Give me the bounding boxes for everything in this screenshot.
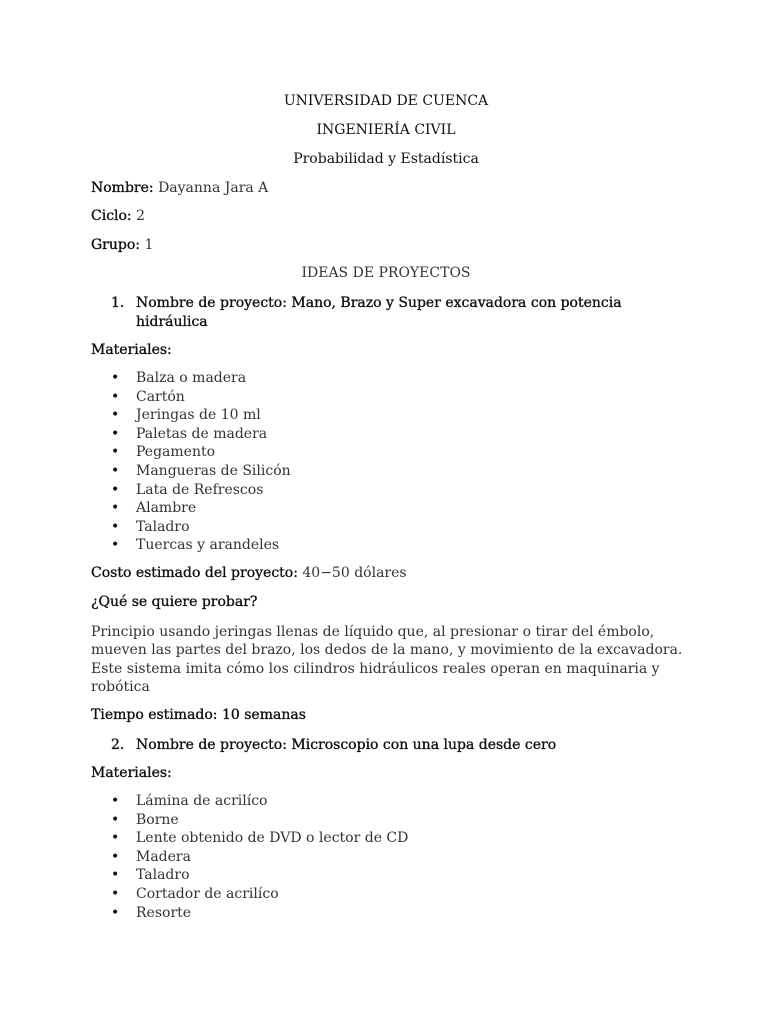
list-item: • Balza o madera xyxy=(91,369,291,388)
group-line xyxy=(91,237,153,253)
project1-time: Tiempo estimado: 10 semanas xyxy=(91,707,306,723)
faculty-title: INGENIERÍA CIVIL xyxy=(316,122,456,138)
project1-materials-label: Materiales: xyxy=(91,342,172,358)
project2-title: Nombre de proyecto: Microscopio con una lupa desde cero xyxy=(136,737,557,753)
list-item: • Cartón xyxy=(91,388,291,407)
description-line: Este sistema imita cómo los cilindros hidráulicos reales operan en maquinaria y xyxy=(91,660,660,677)
list-item: • Borne xyxy=(91,811,408,830)
project2-heading xyxy=(111,736,671,755)
cycle-label: Ciclo: xyxy=(91,208,132,224)
name-label: Nombre: xyxy=(91,180,154,196)
cycle-value: 2 xyxy=(136,208,146,224)
name-value: Dayanna Jara A xyxy=(158,180,269,196)
list-item: • Mangueras de Silicón xyxy=(91,462,291,481)
project1-title xyxy=(136,294,671,332)
list-item: • Taladro xyxy=(91,518,291,537)
list-item: • Taladro xyxy=(91,866,408,885)
university-title: UNIVERSIDAD DE CUENCA xyxy=(283,93,489,109)
list-item: • Lente obtenido de DVD o lector de CD xyxy=(91,829,408,848)
list-item: • Lata de Refrescos xyxy=(91,481,291,500)
cost-value: 40−50 dólares xyxy=(302,565,407,581)
project1-question: ¿Qué se quiere probar? xyxy=(91,594,258,610)
list-item: • Resorte xyxy=(91,904,408,923)
list-item: • Jeringas de 10 ml xyxy=(91,406,291,425)
list-item: • Lámina de acrilíco xyxy=(91,792,408,811)
project1-title-line: Nombre de proyecto: Mano, Brazo y Super excavadora con potencia xyxy=(136,295,622,311)
list-item: • Madera xyxy=(91,848,408,867)
cost-label: Costo estimado del proyecto: xyxy=(91,565,298,581)
project1-description xyxy=(91,623,683,696)
section-title: IDEAS DE PROYECTOS xyxy=(301,265,471,281)
list-item: • Paletas de madera xyxy=(91,425,291,444)
project1-materials-list xyxy=(91,369,291,555)
description-line: robótica xyxy=(91,678,150,695)
course-title: Probabilidad y Estadística xyxy=(293,151,479,167)
cycle-line xyxy=(91,208,145,224)
description-line: Principio usando jeringas llenas de líquido que, al presionar o tirar del émbolo, xyxy=(91,624,655,640)
project1-cost-line xyxy=(91,565,407,581)
description-line: mueven las partes del brazo, los dedos de la mano, y movimiento de la excavadora. xyxy=(91,642,683,659)
list-item: • Alambre xyxy=(91,499,291,518)
project2-materials-list xyxy=(91,792,408,922)
list-item: • Cortador de acrilíco xyxy=(91,885,408,904)
list-item: • Tuercas y arandeles xyxy=(91,536,291,555)
project1-heading xyxy=(111,294,671,332)
group-value: 1 xyxy=(144,237,154,253)
project2-number: 2. xyxy=(111,737,125,753)
project2-materials-label: Materiales: xyxy=(91,765,172,781)
student-name-line xyxy=(91,180,268,196)
project1-number: 1. xyxy=(111,295,125,311)
group-label: Grupo: xyxy=(91,237,140,253)
project1-title-line: hidráulica xyxy=(136,314,208,330)
list-item: • Pegamento xyxy=(91,443,291,462)
